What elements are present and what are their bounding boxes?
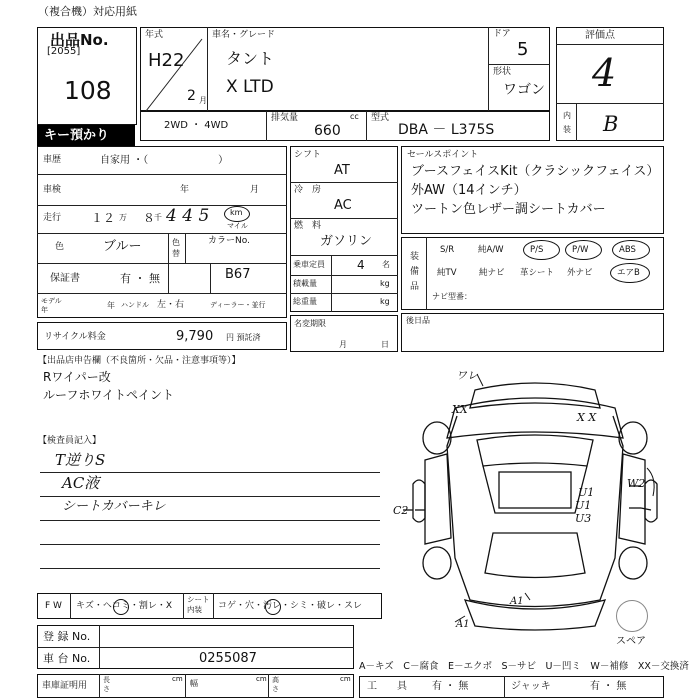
equip-abs-circle	[612, 240, 650, 260]
seller-note-1: Rワイパー改	[43, 370, 111, 384]
mileage-hand: 4 4 5	[166, 206, 210, 226]
equip-ext-navi: 外ナビ	[567, 268, 593, 278]
load-label: 積載量	[293, 279, 317, 288]
key-badge-text: キー預かり	[44, 128, 110, 143]
equip-airbag-circle	[610, 263, 650, 283]
year-label: 年式	[145, 30, 164, 40]
navi-model-label: ナビ型番：	[432, 292, 472, 301]
name-change-label: 名変期限	[294, 319, 326, 328]
mileage-sen: ８	[143, 211, 156, 225]
later-label: 後日品	[406, 316, 430, 325]
lot-title: 出品No.	[50, 31, 109, 49]
equip-abs: ABS	[619, 245, 636, 255]
certificate-label: 車庫証明用	[42, 681, 88, 691]
capacity-value: 4	[357, 258, 365, 272]
history-label: 車歴	[43, 155, 62, 165]
lot-sub-code: [2055]	[47, 46, 81, 57]
certificate-width: 幅	[190, 679, 198, 688]
sales-point-3: ツートン色レザー調シートカバー	[411, 202, 606, 217]
certificate-height: 高 さ	[272, 676, 279, 693]
shift-value: AT	[334, 163, 350, 178]
name-label: 車名・グレード	[212, 30, 276, 40]
capacity-unit: 名	[382, 260, 390, 269]
equip-ps: P/S	[530, 245, 544, 255]
mileage-sen-unit: 千	[154, 213, 162, 222]
shape-value: ワゴン	[503, 82, 545, 98]
warranty-label: 保証書	[50, 273, 80, 284]
floor-seat-items: コゲ・穴・汚レ・シミ・破レ・スレ	[218, 601, 363, 611]
equip-navi: 純ナビ	[479, 268, 505, 278]
recycle-value: 9,790	[176, 329, 214, 344]
certificate-cm-3: cm	[340, 675, 351, 683]
ac-label: 冷 房	[294, 185, 322, 195]
displacement-label: 排気量	[271, 113, 299, 123]
damage-legend: A－キズ C－腐食 E－エクボ S－サビ U－凹ミ W－補修 XX－交換済	[359, 661, 689, 672]
mileage-man-unit: 万	[119, 213, 127, 222]
mark-u3: U3	[575, 512, 592, 525]
color-change-label: 色 替	[172, 238, 180, 258]
displacement-unit: cc	[350, 112, 359, 121]
dealer-label: ディーラー・並行	[210, 301, 266, 309]
warranty-value: 有 ・ 無	[120, 272, 160, 285]
mark-w2: W2	[627, 477, 646, 490]
mark-xx-left: XX	[452, 403, 468, 416]
mark-a1-a: A1	[510, 596, 524, 607]
color-value: ブルー	[103, 239, 142, 254]
model-value: DBA － L375S	[398, 122, 495, 138]
mileage-unit-mile: マイル	[227, 222, 248, 230]
equip-sr: S/R	[440, 245, 455, 255]
inspection-label: 車検	[43, 185, 62, 195]
tools-value: 有 ・ 無	[432, 681, 469, 692]
floor-fw: F W	[45, 601, 62, 611]
name-change-month: 月	[339, 340, 347, 349]
color-code-label: カラーNo.	[208, 236, 250, 246]
year-month: 2	[187, 88, 196, 104]
load-unit: kg	[380, 279, 390, 288]
year-month-unit: 月	[199, 96, 207, 105]
spare-label: スペア	[616, 636, 646, 647]
interior-value: B	[603, 112, 619, 136]
mark-a1-b: A1	[456, 619, 470, 630]
model-year-unit: 年	[107, 301, 115, 310]
car-name: タント	[226, 49, 275, 68]
mark-u1-a: U1	[578, 486, 595, 499]
score-label: 評価点	[585, 30, 615, 41]
door-value: 5	[517, 39, 529, 60]
mileage-label: 走行	[43, 213, 62, 223]
jack-label: ジャッキ	[511, 681, 551, 692]
recycle-unit: 円 預託済	[226, 333, 261, 342]
spare-tire-icon	[616, 600, 648, 632]
sales-point-2: 外AW（14インチ）	[411, 183, 527, 198]
mileage-unit-km: km	[230, 208, 243, 217]
chassis-label: 車 台 No.	[43, 652, 91, 665]
model-year-label: モデル 年	[41, 297, 62, 314]
tools-label: 工 具	[367, 681, 407, 692]
drive-label: 2WD ・ 4WD	[164, 120, 229, 131]
interior-label: 内 装	[563, 111, 571, 134]
lot-number: 108	[64, 76, 112, 105]
registration-label: 登 録 No.	[43, 630, 91, 643]
door-label: ドア	[493, 29, 511, 39]
inspector-note-1: T逆りS	[55, 451, 106, 469]
model-label: 型式	[371, 113, 390, 123]
floor-seat-label: シート 内装	[187, 595, 210, 614]
car-diagram	[395, 368, 670, 638]
capacity-label: 乗車定員	[293, 260, 325, 269]
sales-points-label: セールスポイント	[407, 150, 479, 160]
certificate-length: 長 さ	[103, 676, 110, 693]
jack-value: 有 ・ 無	[590, 681, 627, 692]
name-change-day: 日	[381, 340, 389, 349]
equip-ps-circle	[523, 240, 560, 260]
form-type-label: （複合機）対応用紙	[38, 5, 137, 18]
year-value: H22	[148, 50, 185, 71]
mark-c2: C2	[393, 504, 409, 517]
fuel-label: 燃 料	[294, 221, 322, 231]
equip-tv: 純TV	[437, 268, 457, 278]
equip-aw: 純A/W	[478, 245, 504, 255]
displacement-value: 660	[314, 123, 341, 139]
later-box	[401, 313, 664, 352]
history-value: 自家用 ・（ ）	[100, 155, 229, 166]
mark-xx-right: X X	[577, 411, 597, 424]
equip-pw: P/W	[572, 245, 589, 255]
inspector-note-2: AC液	[62, 474, 100, 492]
certificate-cm-1: cm	[172, 675, 183, 683]
gross-unit: kg	[380, 297, 390, 306]
mark-top: ワレ	[456, 369, 478, 382]
recycle-label: リサイクル料金	[44, 332, 106, 342]
ac-value: AC	[334, 198, 352, 213]
equip-pw-circle	[565, 240, 602, 260]
color-label: 色	[55, 242, 65, 252]
seller-notes-label: 【出品店申告欄（不良箇所・欠品・注意事項等）】	[38, 356, 241, 366]
inspector-note-3: シートカバーキレ	[62, 499, 166, 514]
color-code: B67	[225, 267, 251, 282]
fuel-value: ガソリン	[320, 234, 373, 249]
floor-mark-1	[113, 599, 129, 615]
handle-value: 左・右	[157, 300, 185, 310]
certificate-cm-2: cm	[256, 675, 267, 683]
gross-label: 総重量	[293, 297, 317, 306]
shape-label: 形状	[493, 67, 512, 77]
handle-label: ハンドル	[121, 301, 149, 309]
floor-mark-2	[265, 599, 281, 615]
inspector-label: 【検査員記入】	[38, 436, 102, 446]
mark-u1-b: U1	[575, 499, 592, 512]
inspection-month-unit: 月	[250, 185, 260, 195]
score-value: 4	[592, 51, 617, 95]
chassis-value: 0255087	[199, 651, 257, 666]
mileage-man: １２	[91, 211, 116, 225]
sales-point-1: ブースフェイスKit（クラシックフェイス）	[411, 164, 660, 179]
equip-airbag: エアB	[617, 268, 640, 278]
inspection-year-unit: 年	[180, 185, 190, 195]
seller-note-2: ルーフホワイトペイント	[43, 388, 175, 402]
floor-items: キズ・ヘコミ・割レ・X	[76, 601, 172, 611]
shift-label: シフト	[294, 150, 322, 160]
car-grade: X LTD	[226, 77, 274, 97]
equip-leather: 革シート	[520, 268, 555, 278]
equipment-label: 装 備 品	[410, 252, 420, 292]
